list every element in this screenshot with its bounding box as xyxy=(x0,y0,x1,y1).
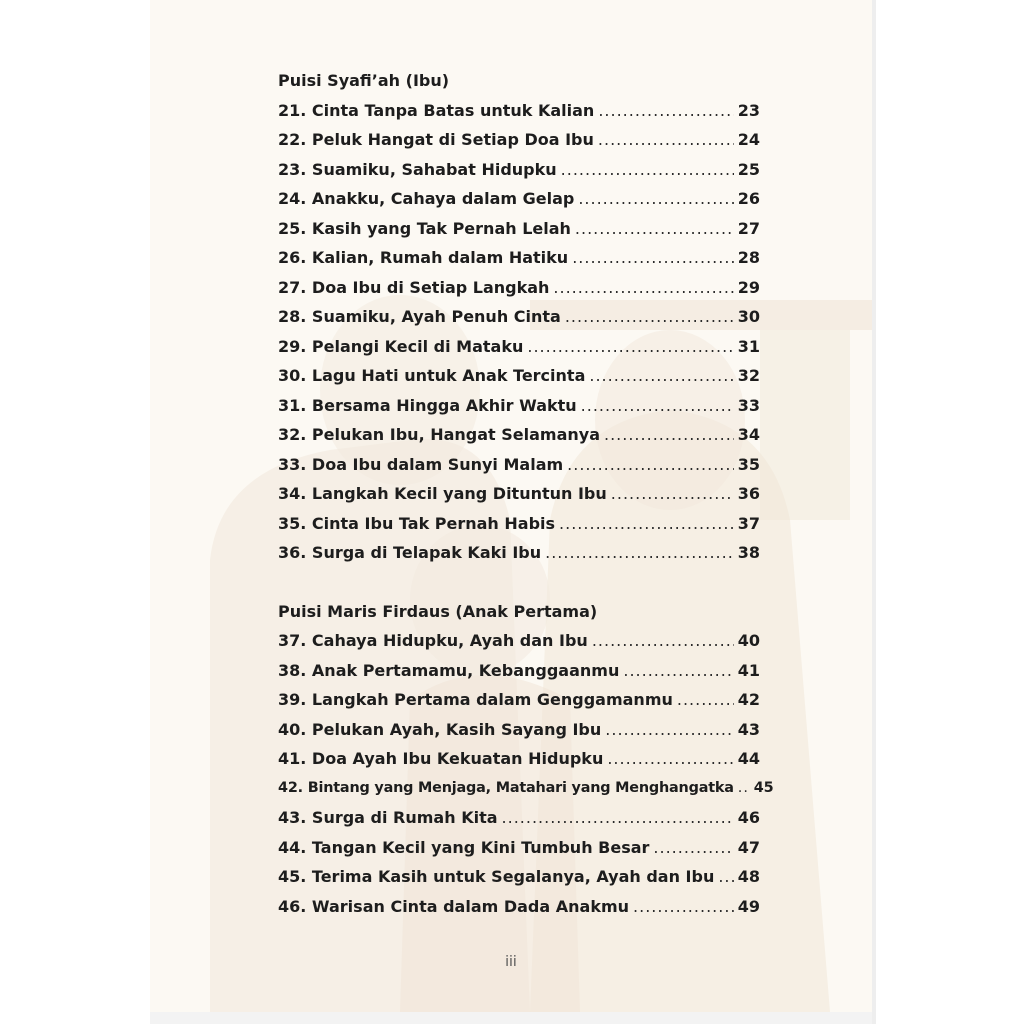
section-heading-maris-firdaus: Puisi Maris Firdaus (Anak Pertama) xyxy=(278,601,598,621)
toc-entry-title: 29. Pelangi Kecil di Mataku xyxy=(278,336,524,356)
dot-leader xyxy=(677,685,734,715)
toc-entry-page: 43 xyxy=(737,719,760,739)
toc-entry xyxy=(278,509,760,539)
toc-entry xyxy=(278,715,760,745)
toc-entry-title: 46. Warisan Cinta dalam Dada Anakmu xyxy=(278,896,630,916)
toc-entry-page: 45 xyxy=(753,779,774,796)
dot-leader xyxy=(559,509,734,539)
toc-entry-page: 46 xyxy=(737,808,760,827)
toc-entry-title: 31. Bersama Hingga Akhir Waktu xyxy=(278,395,577,415)
toc-entry xyxy=(278,96,760,126)
toc-entry-page: 49 xyxy=(737,896,760,916)
toc-entry xyxy=(278,626,760,656)
dot-leader xyxy=(581,391,734,421)
toc-entry-page: 47 xyxy=(737,837,760,857)
toc-entry-title: 42. Bintang yang Menjaga, Matahari yang Menghangatka xyxy=(278,779,734,796)
toc-entry-title: 25. Kasih yang Tak Pernah Lelah xyxy=(278,218,571,238)
toc-entry-page: 28 xyxy=(737,248,760,267)
toc-entry-page: 36 xyxy=(737,484,760,503)
toc-entry-page: 30 xyxy=(737,307,760,326)
toc-entry-page: 24 xyxy=(737,130,760,149)
toc-entry-title: 43. Surga di Rumah Kita xyxy=(278,808,498,827)
dot-leader xyxy=(575,214,734,244)
toc-entry xyxy=(278,332,760,362)
toc-entry-title: 23. Suamiku, Sahabat Hidupku xyxy=(278,159,557,179)
toc-entry xyxy=(278,243,760,273)
toc-entry-title: 36. Surga di Telapak Kaki Ibu xyxy=(278,543,542,562)
toc-entry-title: 21. Cinta Tanpa Batas untuk Kalian xyxy=(278,100,595,120)
toc-entry xyxy=(278,656,760,686)
toc-entry-title: 24. Anakku, Cahaya dalam Gelap xyxy=(278,189,575,208)
toc-entry-title: 40. Pelukan Ayah, Kasih Sayang Ibu xyxy=(278,719,602,739)
toc-entry-title: 22. Peluk Hangat di Setiap Doa Ibu xyxy=(278,130,594,149)
toc-entry-page: 31 xyxy=(737,336,760,356)
dot-leader xyxy=(611,479,734,509)
toc-entry-page: 37 xyxy=(737,513,760,533)
toc-entry xyxy=(278,214,760,244)
dot-leader xyxy=(572,243,734,273)
dot-leader xyxy=(633,892,734,922)
toc-entry-title: 45. Terima Kasih untuk Segalanya, Ayah dan Ibu xyxy=(278,867,715,886)
toc-entry xyxy=(278,538,760,568)
toc-entry-page: 42 xyxy=(737,690,760,709)
toc-entry-title: 32. Pelukan Ibu, Hangat Selamanya xyxy=(278,425,600,444)
toc-entry-page: 48 xyxy=(737,867,760,886)
toc-entry xyxy=(278,774,774,804)
toc-entry-title: 30. Lagu Hati untuk Anak Tercinta xyxy=(278,366,586,385)
toc-entry-title: 39. Langkah Pertama dalam Genggamanmu xyxy=(278,690,673,709)
dot-leader xyxy=(589,361,733,391)
dot-leader xyxy=(598,125,734,155)
toc-entry-title: 44. Tangan Kecil yang Kini Tumbuh Besar xyxy=(278,837,650,857)
toc-entry-page: 25 xyxy=(737,159,760,179)
toc-entry-page: 29 xyxy=(737,277,760,297)
toc-entry-page: 44 xyxy=(737,749,760,768)
dot-leader xyxy=(565,302,734,332)
toc-entry-page: 40 xyxy=(737,631,760,650)
dot-leader xyxy=(545,538,734,568)
toc-entry-page: 41 xyxy=(737,660,760,680)
book-page xyxy=(150,0,872,1012)
toc-entry-page: 26 xyxy=(737,189,760,208)
dot-leader xyxy=(598,96,733,126)
toc-entry-title: 35. Cinta Ibu Tak Pernah Habis xyxy=(278,513,556,533)
right-margin xyxy=(872,0,1024,1024)
toc-entry xyxy=(278,184,760,214)
left-margin xyxy=(0,0,150,1024)
dot-leader xyxy=(607,744,733,774)
toc-entry-page: 27 xyxy=(737,218,760,238)
toc-list-syafiah xyxy=(278,96,760,568)
toc-entry-title: 28. Suamiku, Ayah Penuh Cinta xyxy=(278,307,561,326)
toc-entry-page: 38 xyxy=(737,543,760,562)
dot-leader xyxy=(561,155,734,185)
page-bottom-edge xyxy=(150,1012,872,1024)
dot-leader xyxy=(567,450,734,480)
toc-entry-page: 32 xyxy=(737,366,760,385)
toc-entry xyxy=(278,744,760,774)
dot-leader xyxy=(592,626,734,656)
toc-entry-title: 27. Doa Ibu di Setiap Langkah xyxy=(278,277,550,297)
toc-entry-page: 33 xyxy=(737,395,760,415)
toc-entry xyxy=(278,803,760,833)
toc-entry xyxy=(278,302,760,332)
dot-leader xyxy=(718,862,733,892)
toc-entry xyxy=(278,125,760,155)
toc-list-maris-firdaus xyxy=(278,626,774,921)
toc-entry-page: 23 xyxy=(737,100,760,120)
toc-entry-title: 26. Kalian, Rumah dalam Hatiku xyxy=(278,248,569,267)
dot-leader xyxy=(502,803,734,833)
toc-entry-page: 34 xyxy=(737,425,760,444)
toc-entry xyxy=(278,685,760,715)
toc-entry-page: 35 xyxy=(737,454,760,474)
dot-leader xyxy=(578,184,733,214)
toc-entry-title: 38. Anak Pertamamu, Kebanggaanmu xyxy=(278,660,620,680)
dot-leader xyxy=(623,656,733,686)
dot-leader xyxy=(527,332,733,362)
toc-entry xyxy=(278,361,760,391)
dot-leader xyxy=(653,833,733,863)
toc-entry xyxy=(278,420,760,450)
toc-entry xyxy=(278,833,760,863)
toc-entry xyxy=(278,892,760,922)
toc-entry xyxy=(278,155,760,185)
toc-entry xyxy=(278,391,760,421)
toc-entry xyxy=(278,479,760,509)
toc-entry xyxy=(278,450,760,480)
toc-entry xyxy=(278,273,760,303)
toc-entry-title: 37. Cahaya Hidupku, Ayah dan Ibu xyxy=(278,631,588,650)
table-of-contents xyxy=(278,66,774,921)
page-number: iii xyxy=(505,954,517,970)
dot-leader xyxy=(605,715,733,745)
toc-entry-title: 34. Langkah Kecil yang Dituntun Ibu xyxy=(278,484,607,503)
toc-entry-title: 41. Doa Ayah Ibu Kekuatan Hidupku xyxy=(278,749,604,768)
dot-leader xyxy=(738,774,750,804)
dot-leader xyxy=(604,420,734,450)
section-heading-syafiah: Puisi Syafi’ah (Ibu) xyxy=(278,71,450,90)
dot-leader xyxy=(553,273,733,303)
toc-entry-title: 33. Doa Ibu dalam Sunyi Malam xyxy=(278,454,564,474)
toc-entry xyxy=(278,862,760,892)
